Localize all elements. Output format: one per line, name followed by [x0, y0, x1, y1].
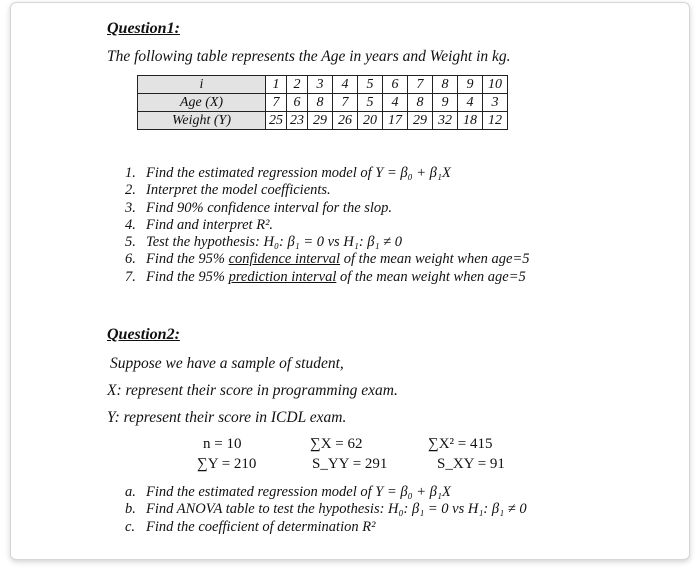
sum-y: ∑Y = 210 [197, 456, 257, 472]
table-cell: 29 [408, 112, 433, 130]
sum-x-squared: ∑X² = 415 [428, 436, 493, 452]
sum-x: ∑X = 62 [310, 436, 363, 452]
list-item [125, 519, 527, 536]
table-row [138, 112, 508, 130]
list-item [125, 217, 530, 234]
item-text: Find 90% confidence interval for the slop. [146, 199, 393, 216]
table-cell: 4 [333, 76, 358, 94]
question1-heading: Question1: [107, 20, 180, 37]
confidence-interval-term: confidence interval [228, 251, 341, 268]
item-letter: b. [125, 501, 136, 518]
table-cell: 20 [358, 112, 383, 130]
row-header: Age (X) [138, 94, 266, 112]
list-item [125, 251, 530, 268]
question1-list [125, 165, 530, 286]
table-cell: 25 [266, 112, 287, 130]
item-letter: a. [125, 484, 136, 500]
table-cell: 7 [408, 76, 433, 94]
table-cell: 10 [483, 76, 508, 94]
table-row [138, 94, 508, 112]
question2-line2: X: represent their score in programming exam. [107, 382, 398, 399]
item-text: Interpret the model coefficients. [146, 182, 331, 199]
question2-heading: Question2: [107, 326, 180, 343]
list-item [125, 234, 530, 251]
table-cell: 12 [483, 112, 508, 130]
list-item [125, 484, 527, 501]
list-item [125, 165, 530, 182]
table-cell: 1 [266, 76, 287, 94]
table-cell: 2 [287, 76, 308, 94]
item-text: Find ANOVA table to test the hypothesis: H₀: β₁ = 0 vs H₁: β₁ ≠ 0 [146, 501, 527, 518]
item-letter: c. [125, 518, 136, 535]
item-text: Find the coefficient of determination R² [146, 518, 376, 535]
table-cell: 23 [287, 112, 308, 130]
item-number: 2. [125, 182, 136, 199]
table-cell: 18 [458, 112, 483, 130]
list-item [125, 269, 530, 286]
question2-line1: Suppose we have a sample of student, [110, 355, 344, 372]
age-weight-table [137, 75, 508, 130]
item-text-pre: Find the 95% [146, 251, 229, 268]
table-cell: 26 [333, 112, 358, 130]
prediction-interval-term: prediction interval [228, 268, 337, 285]
s-xy: S_XY = 91 [437, 456, 505, 472]
question1-intro: The following table represents the Age in years and Weight in kg. [107, 48, 511, 65]
table-cell: 8 [308, 94, 333, 112]
table-cell: 6 [287, 94, 308, 112]
s-yy: S_YY = 291 [312, 456, 388, 472]
item-number: 3. [125, 199, 136, 216]
table-cell: 5 [358, 94, 383, 112]
item-number: 5. [125, 234, 136, 251]
table-cell: 4 [458, 94, 483, 112]
item-text-post: of the mean weight when age=5 [336, 268, 526, 285]
table-cell: 29 [308, 112, 333, 130]
table-row [138, 76, 508, 94]
question2-list [125, 484, 527, 536]
table-cell: 7 [333, 94, 358, 112]
table-cell: 5 [358, 76, 383, 94]
question2-line3: Y: represent their score in ICDL exam. [107, 409, 347, 426]
table-cell: 8 [408, 94, 433, 112]
table-cell: 32 [433, 112, 458, 130]
item-text: Test the hypothesis: H₀: β₁ = 0 vs H₁: β₁ ≠ 0 [146, 234, 403, 251]
item-number: 1. [125, 165, 136, 181]
item-text: Find the estimated regression model of Y = β₀ + β₁X [146, 165, 451, 181]
sum-n: n = 10 [203, 436, 242, 452]
table-cell: 6 [383, 76, 408, 94]
table-cell: 7 [266, 94, 287, 112]
item-text-post: of the mean weight when age=5 [340, 251, 530, 268]
table-cell: 9 [433, 94, 458, 112]
table-cell: 8 [433, 76, 458, 94]
table-cell: 3 [483, 94, 508, 112]
table-cell: 17 [383, 112, 408, 130]
row-header: i [138, 76, 266, 94]
table-cell: 3 [308, 76, 333, 94]
item-text: Find the estimated regression model of Y = β₀ + β₁X [146, 484, 451, 500]
list-item [125, 200, 530, 217]
item-number: 7. [125, 268, 136, 285]
item-number: 6. [125, 251, 136, 268]
item-text: Find and interpret R². [146, 216, 274, 233]
item-text-pre: Find the 95% [146, 268, 229, 285]
row-header: Weight (Y) [138, 112, 266, 130]
list-item [125, 501, 527, 518]
list-item [125, 182, 530, 199]
table-cell: 4 [383, 94, 408, 112]
item-number: 4. [125, 216, 136, 233]
table-cell: 9 [458, 76, 483, 94]
